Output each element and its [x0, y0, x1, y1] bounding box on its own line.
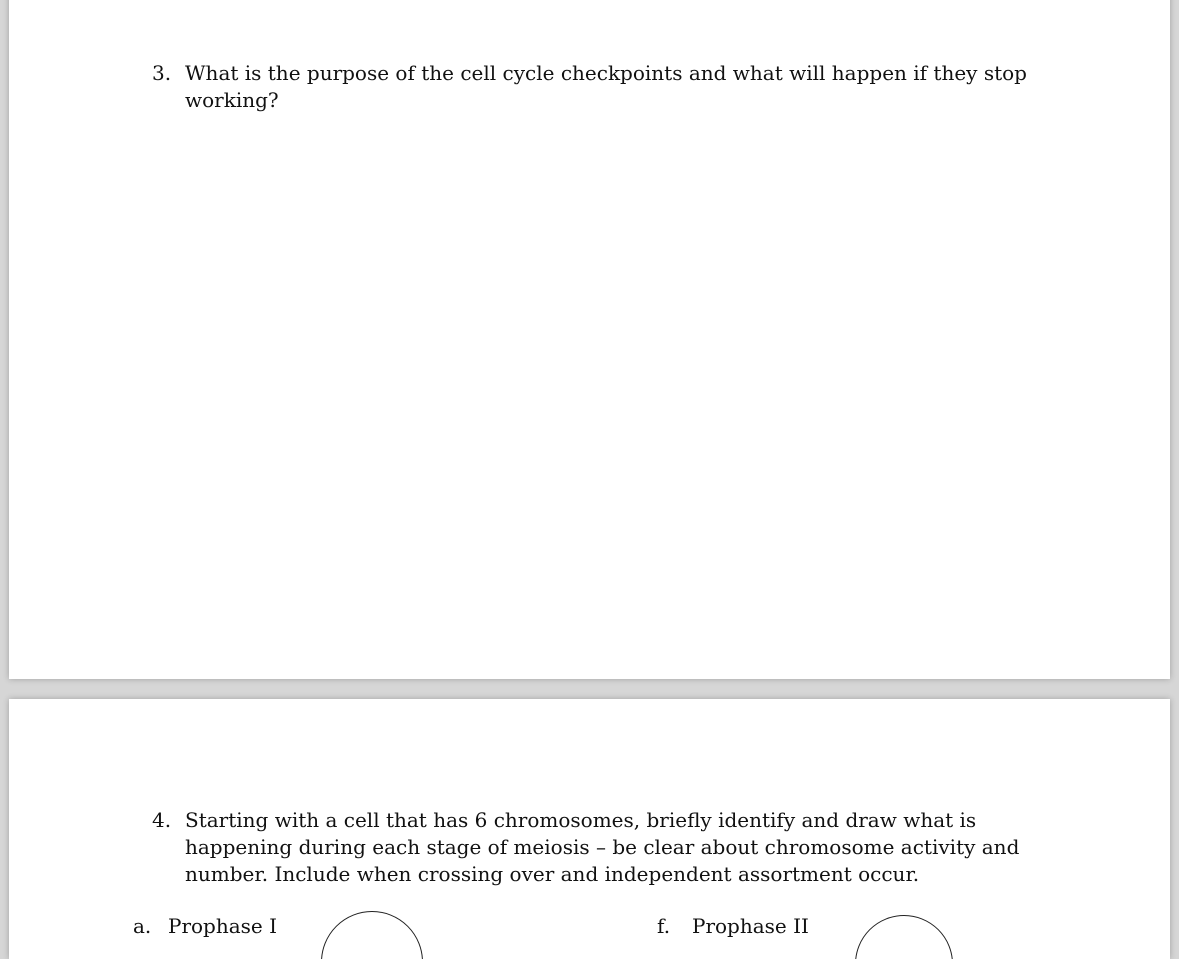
- document-page-2: [9, 699, 1170, 959]
- cell-drawing-circle: [855, 915, 953, 959]
- stage-letter: f.: [657, 914, 671, 938]
- question-3: [152, 60, 1052, 114]
- stage-prophase-2: [657, 913, 809, 940]
- stage-label: Prophase I: [168, 914, 278, 938]
- question-text: Starting with a cell that has 6 chromosomes, briefly identify and draw what is happening during each stage of meiosis – be clear about chromosome activity and number. Include when crossing over and independent assortment occur.: [185, 808, 1020, 886]
- document-page-1: [9, 0, 1170, 679]
- stage-prophase-1: [133, 913, 277, 940]
- question-4: [152, 807, 1052, 888]
- cell-drawing-circle: [321, 911, 423, 959]
- question-number: 4.: [152, 808, 172, 832]
- stage-label: Prophase II: [692, 914, 809, 938]
- question-text: What is the purpose of the cell cycle checkpoints and what will happen if they stop working?: [185, 61, 1027, 112]
- stage-letter: a.: [133, 914, 152, 938]
- question-number: 3.: [152, 61, 172, 85]
